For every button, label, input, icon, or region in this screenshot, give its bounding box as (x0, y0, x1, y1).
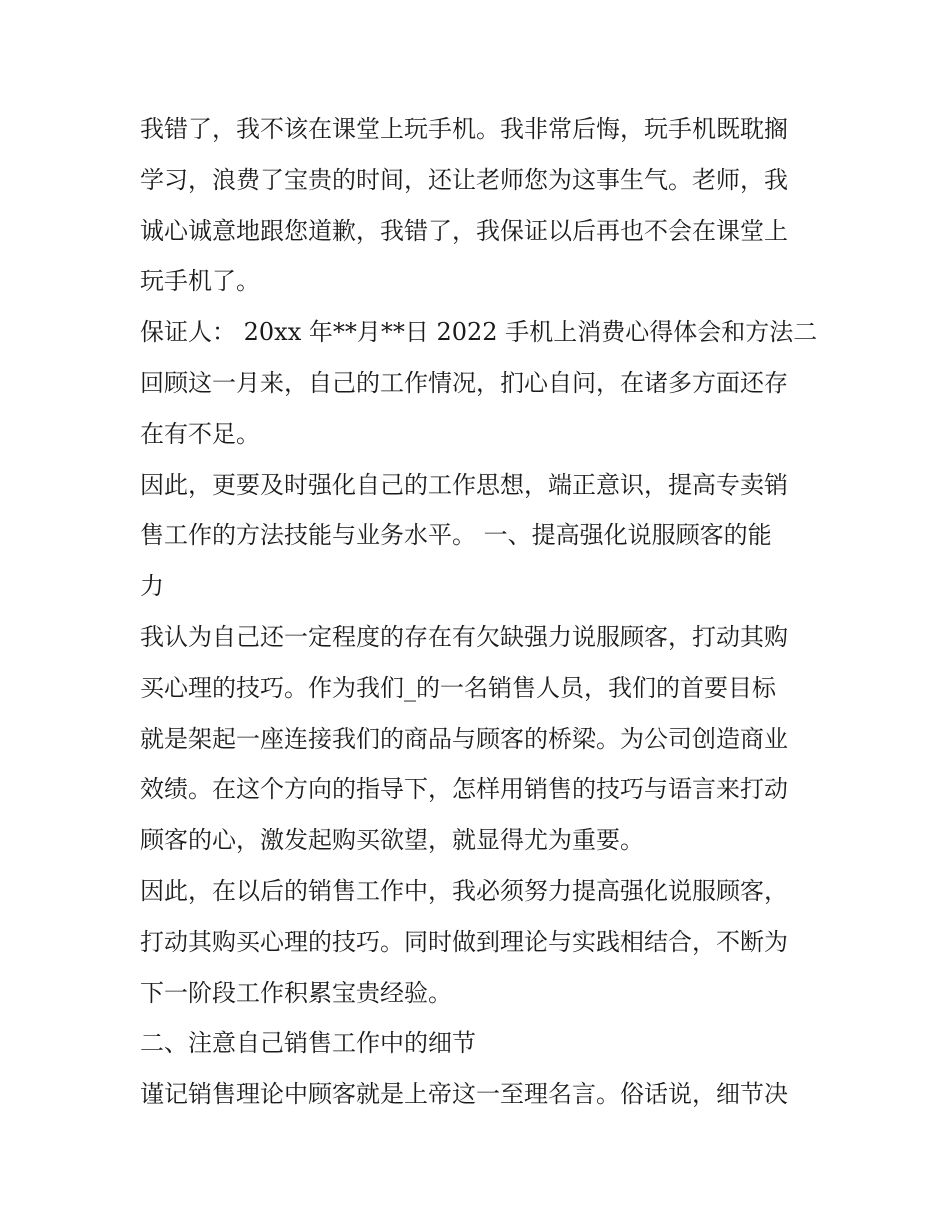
text-line-20: 谨记销售理论中顾客就是上帝这一至理名言。俗话说，细节决 (140, 1080, 788, 1109)
text-line-19: 二、注意自己销售工作中的细节 (140, 1029, 476, 1058)
text-line-7: 在有不足。 (140, 419, 260, 448)
text-line-12: 买心理的技巧。作为我们_的一名销售人员，我们的首要目标 (140, 673, 776, 702)
text-line-5: 保证人： 20xx 年**月**日 2022 手机上消费心得体会和方法二 (140, 318, 818, 347)
text-line-17: 打动其购买心理的技巧。同时做到理论与实践相结合，不断为 (140, 927, 788, 956)
text-line-10: 力 (140, 572, 164, 601)
text-line-11: 我认为自己还一定程度的存在有欠缺强力说服顾客，打动其购 (140, 622, 788, 651)
text-line-1: 我错了，我不该在课堂上玩手机。我非常后悔，玩手机既耽搁 (140, 115, 788, 143)
text-line-13: 就是架起一座连接我们的商品与顾客的桥梁。为公司创造商业 (140, 724, 788, 753)
text-line-2: 学习，浪费了宝贵的时间，还让老师您为这事生气。老师，我 (140, 165, 788, 194)
text-line-6: 回顾这一月来，自己的工作情况，扪心自问，在诸多方面还存 (140, 368, 788, 397)
text-line-18: 下一阶段工作积累宝贵经验。 (140, 978, 452, 1007)
text-line-15: 顾客的心，激发起购买欲望，就显得尤为重要。 (140, 826, 644, 855)
text-line-3: 诚心诚意地跟您道歉，我错了，我保证以后再也不会在课堂上 (140, 216, 788, 245)
text-line-9: 售工作的方法技能与业务水平。 一、提高强化说服顾客的能 (140, 521, 772, 550)
text-line-8: 因此，更要及时强化自己的工作思想，端正意识，提高专卖销 (140, 470, 788, 499)
text-line-4: 玩手机了。 (140, 267, 260, 296)
document-body (140, 104, 818, 1120)
text-line-14: 效绩。在这个方向的指导下，怎样用销售的技巧与语言来打动 (140, 775, 788, 804)
text-line-16: 因此，在以后的销售工作中，我必须努力提高强化说服顾客， (140, 876, 788, 905)
